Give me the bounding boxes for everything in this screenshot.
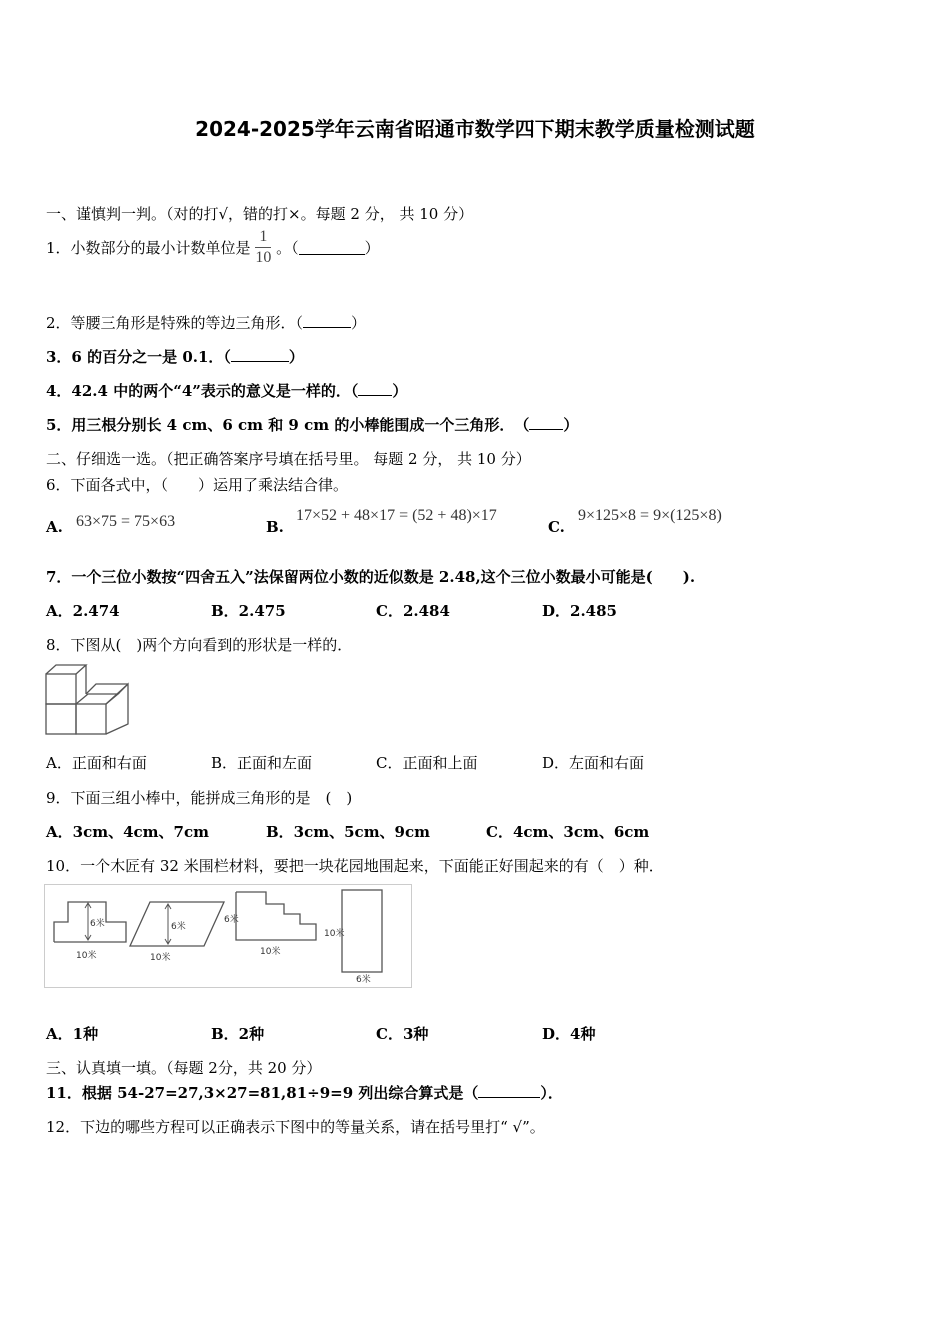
q8-option-a[interactable]: A．正面和右面	[46, 754, 147, 772]
q10-shape-4	[342, 890, 382, 972]
q7-option-a[interactable]: A．2.474	[46, 602, 120, 620]
q9-option-c[interactable]: C．4cm、3cm、6cm	[486, 823, 650, 841]
q8-cube-figure	[44, 662, 130, 738]
q5-answer-blank[interactable]	[529, 415, 563, 430]
q6-option-a-label[interactable]: A.	[46, 518, 63, 536]
question-11	[46, 1082, 563, 1103]
q11-end: ）．	[540, 1084, 563, 1102]
q10-label-h1: 6米	[90, 919, 105, 929]
q9-option-a[interactable]: A．3cm、4cm、7cm	[46, 823, 209, 841]
q10-option-b[interactable]: B．2种	[211, 1025, 265, 1043]
q11-text: 11．根据 54-27=27,3×27=81,81÷9=9 列出综合算式是（	[46, 1084, 479, 1102]
question-6: 6．下面各式中，（ ）运用了乘法结合律。	[46, 476, 349, 494]
q8-option-d[interactable]: D．左面和右面	[542, 754, 645, 772]
q10-label-w3: 10米	[260, 947, 281, 957]
question-5	[46, 414, 578, 435]
question-12: 12．下边的哪些方程可以正确表示下图中的等量关系，请在括号里打“ √”。	[46, 1118, 545, 1136]
q5-text: 5．用三根分别长 4 cm、6 cm 和 9 cm 的小棒能围成一个三角形． （	[46, 416, 530, 434]
q10-label-h2: 6米	[171, 922, 186, 932]
q7-option-c[interactable]: C．2.484	[376, 602, 450, 620]
q2-text: 2．等腰三角形是特殊的等边三角形．（	[46, 314, 304, 332]
section1-heading: 一、谨慎判一判。（对的打√，错的打×。每题 2 分， 共 10 分）	[46, 205, 474, 223]
question-2	[46, 312, 366, 333]
q1-frac-den: 10	[255, 249, 272, 266]
q10-label-h3: 6米	[224, 915, 239, 925]
q10-option-d[interactable]: D．4种	[542, 1025, 596, 1043]
question-4	[46, 380, 407, 401]
q1-text: 1．小数部分的最小计数单位是	[46, 239, 251, 257]
q10-label-h4: 10米	[324, 929, 345, 939]
q1-fraction	[255, 227, 271, 268]
q1-tail: 。（	[276, 239, 299, 257]
q3-text: 3．6 的百分之一是 0.1．（	[46, 348, 231, 366]
page-title: 2024-2025学年云南省昭通市数学四下期末教学质量检测试题	[195, 117, 755, 141]
q10-label-w4: 6米	[356, 975, 371, 985]
q9-option-b[interactable]: B．3cm、5cm、9cm	[266, 823, 431, 841]
q10-shape-3	[236, 892, 316, 940]
q4-text: 4．42.4 中的两个“4”表示的意义是一样的．（	[46, 382, 359, 400]
q7-option-d[interactable]: D．2.485	[542, 602, 617, 620]
q6-option-c-expr: 9×125×8 = 9×(125×8)	[578, 507, 722, 524]
q3-end: ）	[288, 348, 304, 366]
q11-answer-blank[interactable]	[478, 1083, 540, 1098]
q7-option-b[interactable]: B．2.475	[211, 602, 286, 620]
q4-answer-blank[interactable]	[358, 381, 392, 396]
q5-end: ）	[563, 416, 579, 434]
question-9: 9．下面三组小棒中，能拼成三角形的是 ( )	[46, 789, 353, 807]
q10-option-a[interactable]: A．1种	[46, 1025, 99, 1043]
question-10: 10．一个木匠有 32 米围栏材料，要把一块花园地围起来，下面能正好围起来的有（ ）种．	[46, 857, 664, 875]
q1-answer-blank[interactable]	[299, 240, 365, 255]
q6-option-c-label[interactable]: C.	[548, 518, 565, 536]
q8-option-b[interactable]: B．正面和左面	[211, 754, 313, 772]
q8-option-c[interactable]: C．正面和上面	[376, 754, 478, 772]
q10-option-c[interactable]: C．3种	[376, 1025, 429, 1043]
section2-heading: 二、仔细选一选。（把正确答案序号填在括号里。 每题 2 分， 共 10 分）	[46, 450, 531, 468]
q1-end: ）	[364, 239, 380, 257]
q6-option-a-expr: 63×75 = 75×63	[76, 513, 176, 530]
section3-heading: 三、认真填一填。（每题 2分，共 20 分）	[46, 1059, 322, 1077]
q2-end: ）	[351, 314, 367, 332]
q6-option-b-label[interactable]: B.	[266, 518, 284, 536]
question-7: 7．一个三位小数按“四舍五入”法保留两位小数的近似数是 2.48,这个三位小数最小可能是( ).	[46, 568, 696, 586]
q4-end: ）	[392, 382, 408, 400]
question-3	[46, 346, 304, 367]
q1-frac-num: 1	[255, 227, 271, 248]
question-1	[46, 227, 380, 275]
q10-label-w2: 10米	[150, 953, 171, 963]
question-8: 8．下图从( )两个方向看到的形状是一样的．	[46, 636, 353, 654]
q10-label-w1: 10米	[76, 951, 97, 961]
q6-option-b-expr: 17×52 + 48×17 = (52 + 48)×17	[296, 507, 497, 524]
q3-answer-blank[interactable]	[231, 347, 289, 362]
q2-answer-blank[interactable]	[303, 313, 351, 328]
q10-shapes-figure	[44, 884, 412, 988]
